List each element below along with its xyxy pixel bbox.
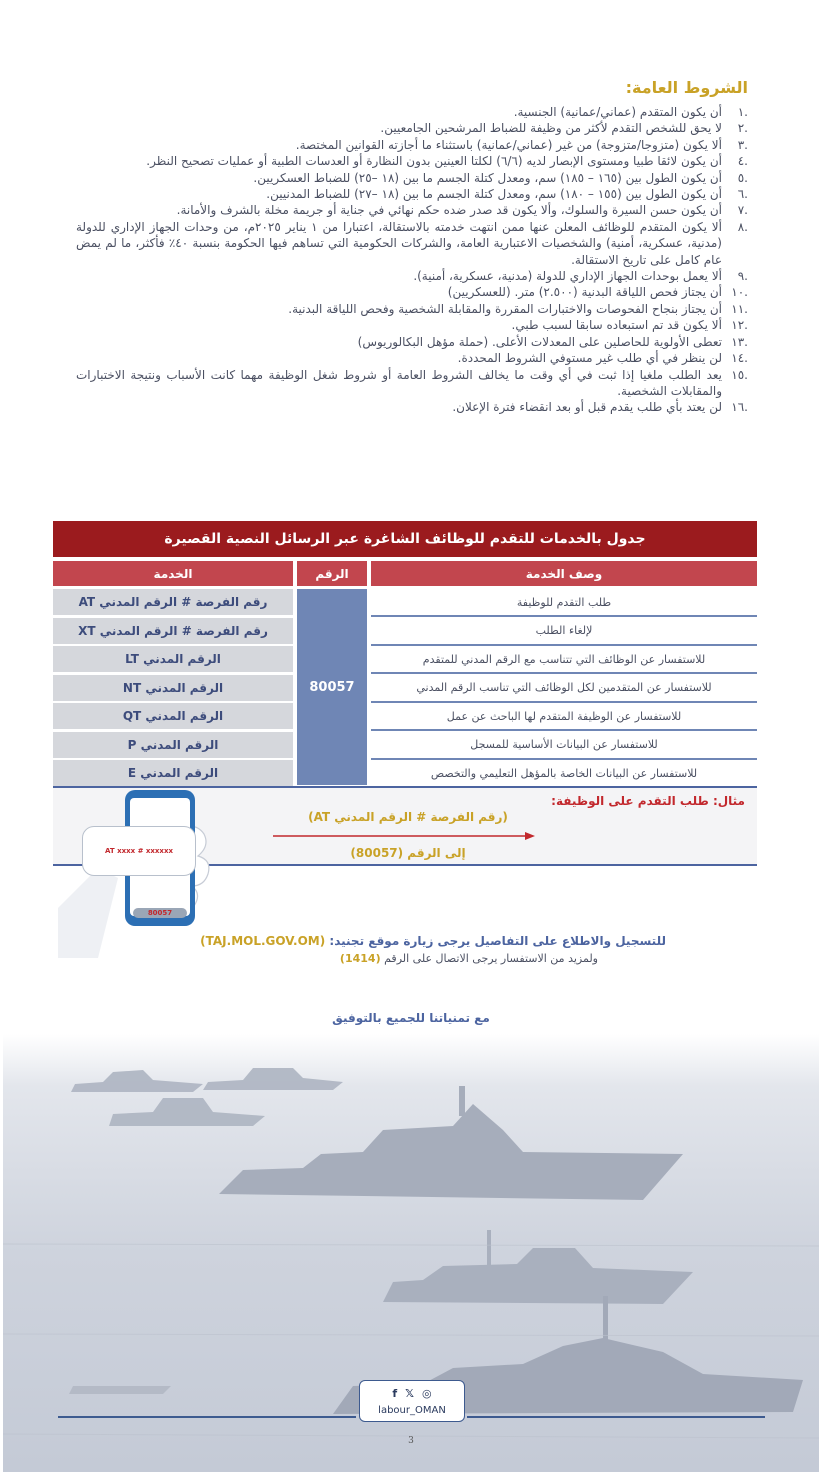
conditions-list xyxy=(76,104,748,416)
footer-line-left xyxy=(58,1416,356,1418)
header-description: وصف الخدمة xyxy=(371,561,757,586)
condition-number: .٩ xyxy=(737,269,748,284)
condition-text: أن يكون لائقا طبيا ومستوى الإبصار لديه (٦/٦) لكلتا العينين بدون النظارة أو العدسات الطبية أو عمليات تصحيح النظر. xyxy=(146,154,722,169)
conditions-title: الشروط العامة: xyxy=(625,78,748,97)
condition-text: لا يحق للشخص التقدم لأكثر من وظيفة للضباط المرشحين الجامعيين. xyxy=(380,121,722,136)
service-description: للاستفسار عن الوظائف التي تتناسب مع الرقم المدني للمتقدم xyxy=(371,646,757,674)
service-code: الرقم المدني E xyxy=(53,760,293,786)
service-description: لإلغاء الطلب xyxy=(371,618,757,646)
table-row xyxy=(53,646,757,675)
condition-number: .١١ xyxy=(731,301,748,316)
service-description: للاستفسار عن البيانات الخاصة بالمؤهل التعليمي والتخصص xyxy=(371,760,757,788)
service-description: للاستفسار عن الوظيفة المتقدم لها الباحث عن عمل xyxy=(371,703,757,731)
condition-text: أن يجتاز فحص اللياقة البدنية (٢.٥٠٠) متر. (للعسكريين) xyxy=(447,285,722,300)
service-code: الرقم المدني P xyxy=(53,732,293,758)
table-row xyxy=(53,675,757,704)
condition-number: .٥ xyxy=(737,170,748,185)
condition-item xyxy=(76,137,748,153)
social-media-box[interactable] xyxy=(359,1380,465,1422)
condition-item xyxy=(76,268,748,284)
condition-number: .١٥ xyxy=(731,367,748,382)
condition-text: لن يعتد بأي طلب يقدم قبل أو بعد انقضاء فترة الإعلان. xyxy=(452,400,722,415)
closing-wish: مع تمنياتنا للجميع بالتوفيق xyxy=(332,1011,490,1025)
condition-item xyxy=(76,219,748,268)
service-code: رقم الفرصة # الرقم المدني XT xyxy=(53,618,293,644)
condition-item xyxy=(76,186,748,202)
footer-line-right xyxy=(467,1416,765,1418)
condition-text: ألا يكون قد تم استبعاده سابقا لسبب طبي. xyxy=(511,318,722,333)
condition-text: ألا يكون (متزوجا/متزوجة) من غير (عماني/عمانية) باستثناء ما أجازته القوانين المختصة. xyxy=(295,137,722,152)
condition-number: .١٣ xyxy=(731,334,748,349)
table-title: جدول بالخدمات للتقدم للوظائف الشاغرة عبر الرسائل النصية القصيرة xyxy=(53,521,757,557)
service-description: للاستفسار عن البيانات الأساسية للمسجل xyxy=(371,732,757,760)
facebook-icon[interactable]: f xyxy=(392,1387,398,1400)
header-number: الرقم xyxy=(297,561,367,586)
condition-number: .٢ xyxy=(737,121,748,136)
table-row xyxy=(53,732,757,761)
header-service: الخدمة xyxy=(53,561,293,586)
condition-number: .٦ xyxy=(737,187,748,202)
condition-number: .١٤ xyxy=(731,351,748,366)
table-row xyxy=(53,618,757,647)
condition-item xyxy=(76,350,748,366)
service-description: للاستفسار عن المتقدمين لكل الوظائف التي تناسب الرقم المدني xyxy=(371,675,757,703)
table-row xyxy=(53,589,757,618)
table-row xyxy=(53,760,757,789)
social-handle[interactable]: labour_OMAN xyxy=(378,1405,446,1416)
condition-item xyxy=(76,202,748,218)
condition-text: ألا يعمل بوحدات الجهاز الإداري للدولة (مدنية، عسكرية، أمنية). xyxy=(413,269,722,284)
condition-number: .٧ xyxy=(737,203,748,218)
condition-item xyxy=(76,334,748,350)
condition-number: .١٦ xyxy=(731,400,748,415)
social-icons xyxy=(360,1387,464,1400)
condition-number: .٨ xyxy=(737,219,748,234)
example-code: (رقم الفرصة # الرقم المدني AT) xyxy=(308,810,508,824)
phone-number: (1414) xyxy=(339,952,381,965)
condition-text: يعد الطلب ملغيا إذا ثبت في أي وقت ما يخالف الشروط العامة أو شروط شغل الوظيفة مهما كانت الأسباب ونتيجة الاختبارات والمقابلات الشخصية. xyxy=(76,367,722,398)
general-conditions xyxy=(76,76,748,416)
service-description: طلب التقدم للوظيفة xyxy=(371,589,757,617)
page-number: 3 xyxy=(408,1436,414,1446)
condition-text: أن يكون المتقدم (عماني/عمانية) الجنسية. xyxy=(513,105,722,119)
condition-text: أن يكون الطول بين (١٦٥ – ١٨٥) سم، ومعدل كتلة الجسم ما بين (١٨ –٢٥) للضباط العسكريين. xyxy=(253,170,722,185)
condition-number: .١٢ xyxy=(731,318,748,333)
register-text: للتسجيل والاطلاع على التفاصيل يرجى زيارة موقع تجنيد: xyxy=(329,934,666,948)
condition-number: .٣ xyxy=(737,137,748,152)
table-row xyxy=(53,703,757,732)
inquiry-text: ولمزيد من الاستفسار يرجى الاتصال على الرقم xyxy=(384,952,598,965)
condition-item xyxy=(76,367,748,400)
inquiry-line xyxy=(340,952,598,965)
register-line xyxy=(200,934,666,948)
condition-text: لن ينظر في أي طلب غير مستوفي الشروط المحددة. xyxy=(457,351,722,366)
condition-text: تعطى الأولوية للحاصلين على المعدلات الأعلى. (حملة مؤهل البكالوريوس) xyxy=(357,334,722,349)
example-label: مثال: طلب التقدم على الوظيفة: xyxy=(551,794,745,808)
condition-text: ألا يكون المتقدم للوظائف المعلن عنها ممن انتهت خدمته بالاستقالة، اعتبارا من ١ يناير ٢٠٢٥م، من وحدات الجهاز الإداري للدولة (مدنية، عسكرية، أمنية) والشخصيات الاعتبارية العامة، والشركات الحكومية التي تساهم فيها الحكومة بنسبة ٤٠٪ فأكثر، ما لم يمض عام كامل على تاريخ الاستقالة. xyxy=(76,219,722,267)
website-link[interactable]: (TAJ.MOL.GOV.OM) xyxy=(200,934,326,948)
condition-number: .١ xyxy=(737,105,748,119)
service-code: الرقم المدني LT xyxy=(53,646,293,672)
service-code: رقم الفرصة # الرقم المدني AT xyxy=(53,589,293,615)
service-code: الرقم المدني NT xyxy=(53,675,293,701)
x-icon[interactable]: 𝕏 xyxy=(405,1387,415,1400)
sms-bubble: AT xxxx # xxxxxx xyxy=(82,826,196,876)
condition-text: أن يكون الطول بين (١٥٥ – ١٨٠) سم، ومعدل كتلة الجسم ما بين (١٨ –٢٧) للضباط المدنيين. xyxy=(266,187,722,202)
instagram-icon[interactable]: ◎ xyxy=(422,1387,432,1400)
phone-number-label: 80057 xyxy=(133,908,187,918)
condition-item xyxy=(76,104,748,120)
condition-item xyxy=(76,153,748,169)
condition-item xyxy=(76,284,748,300)
condition-text: أن يكون حسن السيرة والسلوك، وألا يكون قد صدر ضده حكم نهائي في جناية أو جريمة مخلة بالشرف والأمانة. xyxy=(176,203,722,218)
condition-item xyxy=(76,301,748,317)
condition-item xyxy=(76,317,748,333)
service-code: الرقم المدني QT xyxy=(53,703,293,729)
sms-number-cell: 80057 xyxy=(297,589,367,785)
example-to-number: إلى الرقم (80057) xyxy=(350,846,466,860)
condition-number: .١٠ xyxy=(731,285,748,300)
condition-item xyxy=(76,170,748,186)
condition-item xyxy=(76,120,748,136)
condition-number: .٤ xyxy=(737,154,748,169)
condition-text: أن يجتاز بنجاح الفحوصات والاختبارات المقررة والمقابلة الشخصية وفحص اللياقة البدنية. xyxy=(288,301,722,316)
services-table xyxy=(53,521,757,780)
arrow-right-icon xyxy=(273,832,535,840)
condition-item xyxy=(76,399,748,415)
